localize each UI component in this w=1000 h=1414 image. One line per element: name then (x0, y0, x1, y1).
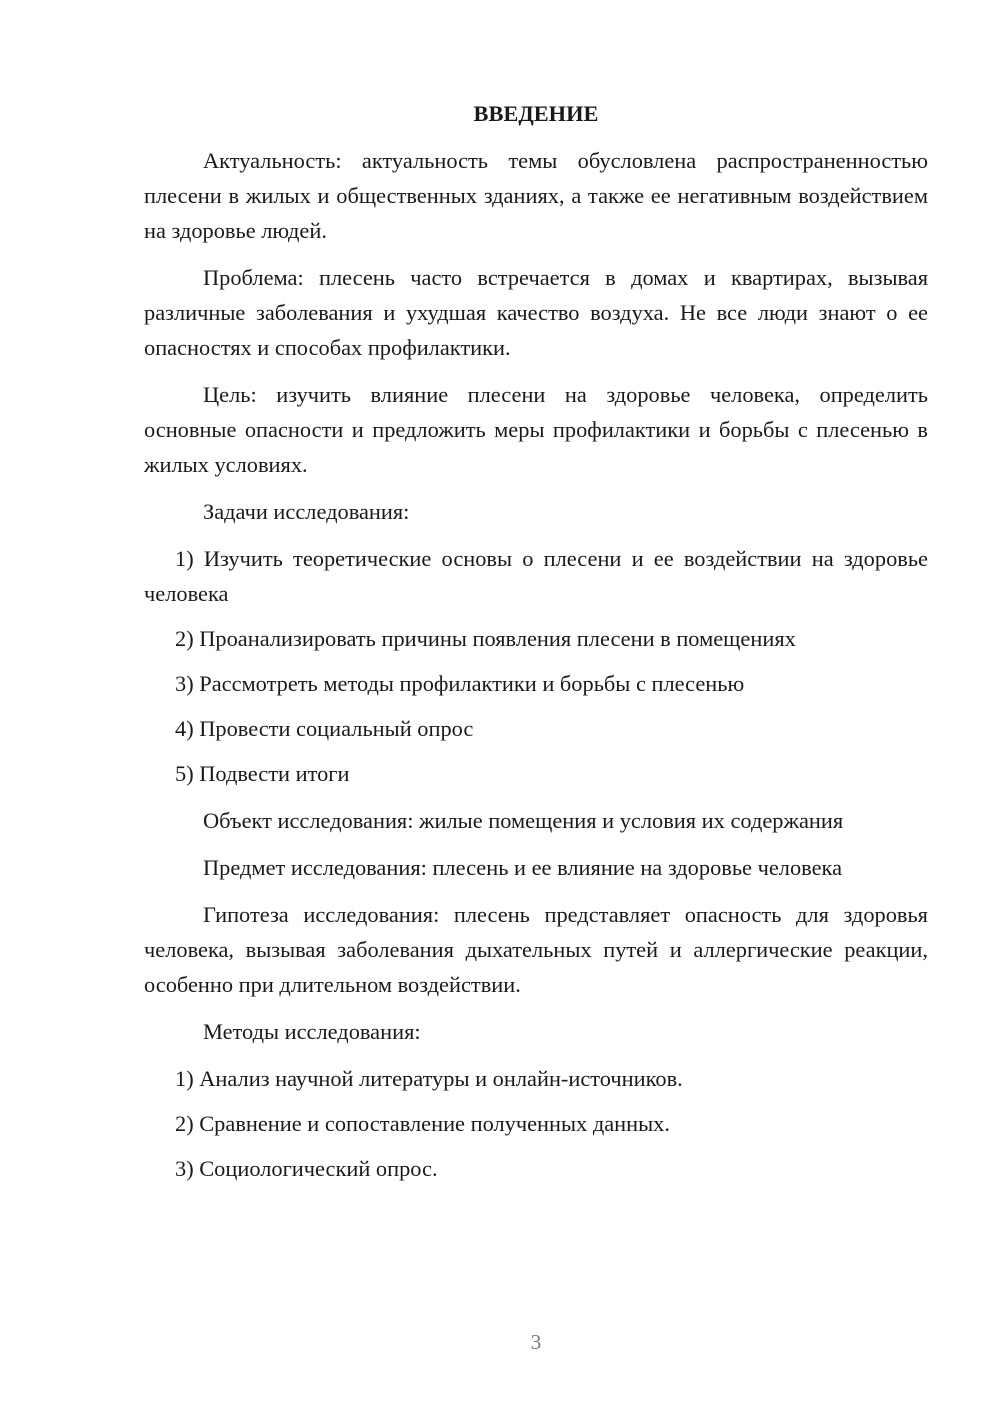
paragraph-relevance: Актуальность: актуальность темы обусловлена распространенностью плесени в жилых и общественных зданиях, а также ее негативным воздействием на здоровье людей. (144, 148, 928, 243)
page-content (144, 96, 928, 1196)
page-title: ВВЕДЕНИЕ (473, 101, 599, 126)
page-number: 3 (530, 1330, 542, 1354)
task-item: 2) Проанализировать причины появления плесени в помещениях (175, 626, 796, 651)
paragraph-goal: Цель: изучить влияние плесени на здоровье человека, определить основные опасности и предложить меры профилактики и борьбы с плесенью в жилых условиях. (144, 382, 928, 477)
method-item: 3) Социологический опрос. (175, 1156, 438, 1181)
methods-heading: Методы исследования: (203, 1019, 421, 1044)
paragraph-problem: Проблема: плесень часто встречается в домах и квартирах, вызывая различные заболевания и ухудшая качество воздуха. Не все люди знают о ее опасностях и способах профилактики. (144, 265, 928, 360)
paragraph-object: Объект исследования: жилые помещения и условия их содержания (203, 808, 844, 833)
paragraph-hypothesis: Гипотеза исследования: плесень представляет опасность для здоровья человека, вызывая заболевания дыхательных путей и аллергические реакции, особенно при длительном воздействии. (144, 902, 928, 997)
tasks-heading: Задачи исследования: (203, 499, 410, 524)
task-item: 5) Подвести итоги (175, 761, 350, 786)
method-item: 2) Сравнение и сопоставление полученных данных. (175, 1111, 670, 1136)
method-item: 1) Анализ научной литературы и онлайн-источников. (175, 1066, 683, 1091)
paragraph-subject: Предмет исследования: плесень и ее влияние на здоровье человека (203, 855, 843, 880)
task-item: 1) Изучить теоретические основы о плесени и ее воздействии на здоровье человека (144, 546, 928, 606)
task-item: 3) Рассмотреть методы профилактики и борьбы с плесенью (175, 671, 745, 696)
task-item: 4) Провести социальный опрос (175, 716, 474, 741)
